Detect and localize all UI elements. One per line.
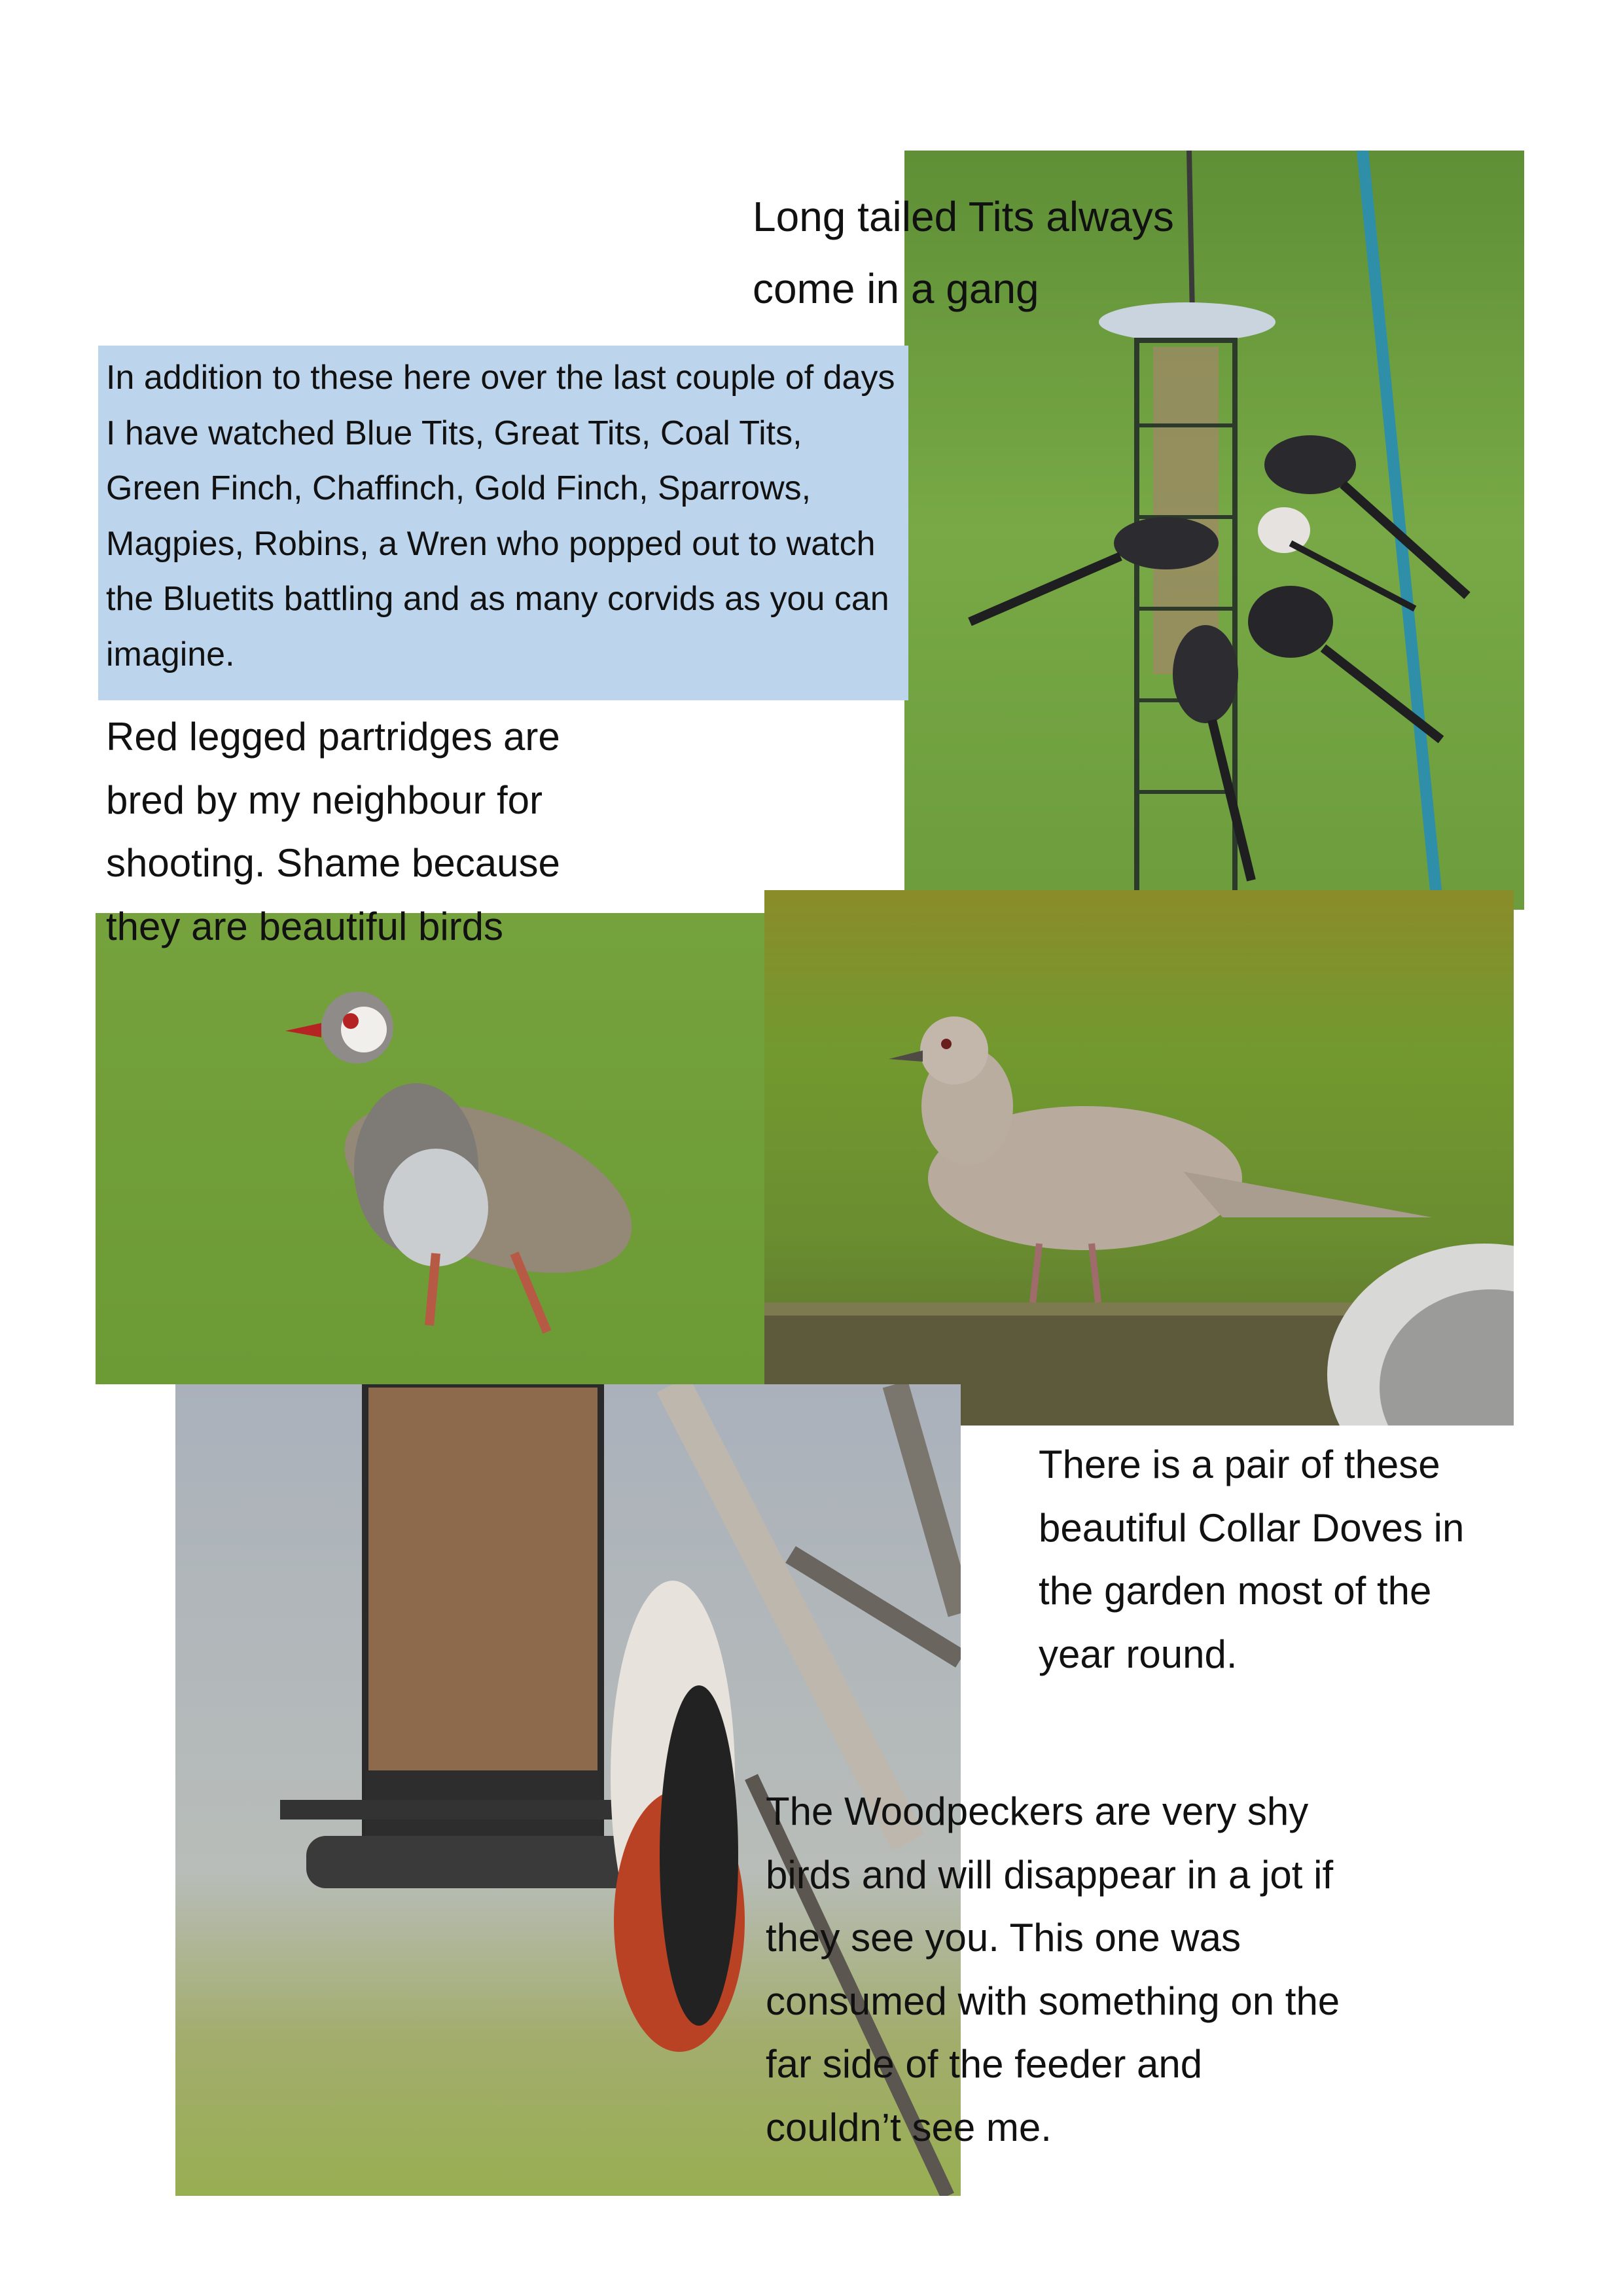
collar-dove-photo	[764, 890, 1514, 1426]
woodpeckers-caption: The Woodpeckers are very shy birds and will disappear in a jot if they see you. This one was consumed with something on the far side of the feeder and couldn’t see me.	[766, 1789, 1340, 2149]
sightings-text: In addition to these here over the last couple of days I have watched Blue Tits, Great Tits, Coal Tits, Green Finch, Chaffinch, Gold Finch, Sparrows, Magpies, Robins, a Wren who popped out to watch the Bluetits battling and as many corvids as you can imagine.	[106, 359, 895, 673]
partridge-photo	[96, 913, 766, 1384]
long-tailed-tits-caption: Long tailed Tits always come in a gang	[753, 193, 1174, 312]
collar-doves-caption: There is a pair of these beautiful Collar Doves in the garden most of the year round.	[1039, 1443, 1465, 1676]
partridges-caption: Red legged partridges are bred by my neighbour for shooting. Shame because they are beautiful birds	[106, 715, 560, 948]
